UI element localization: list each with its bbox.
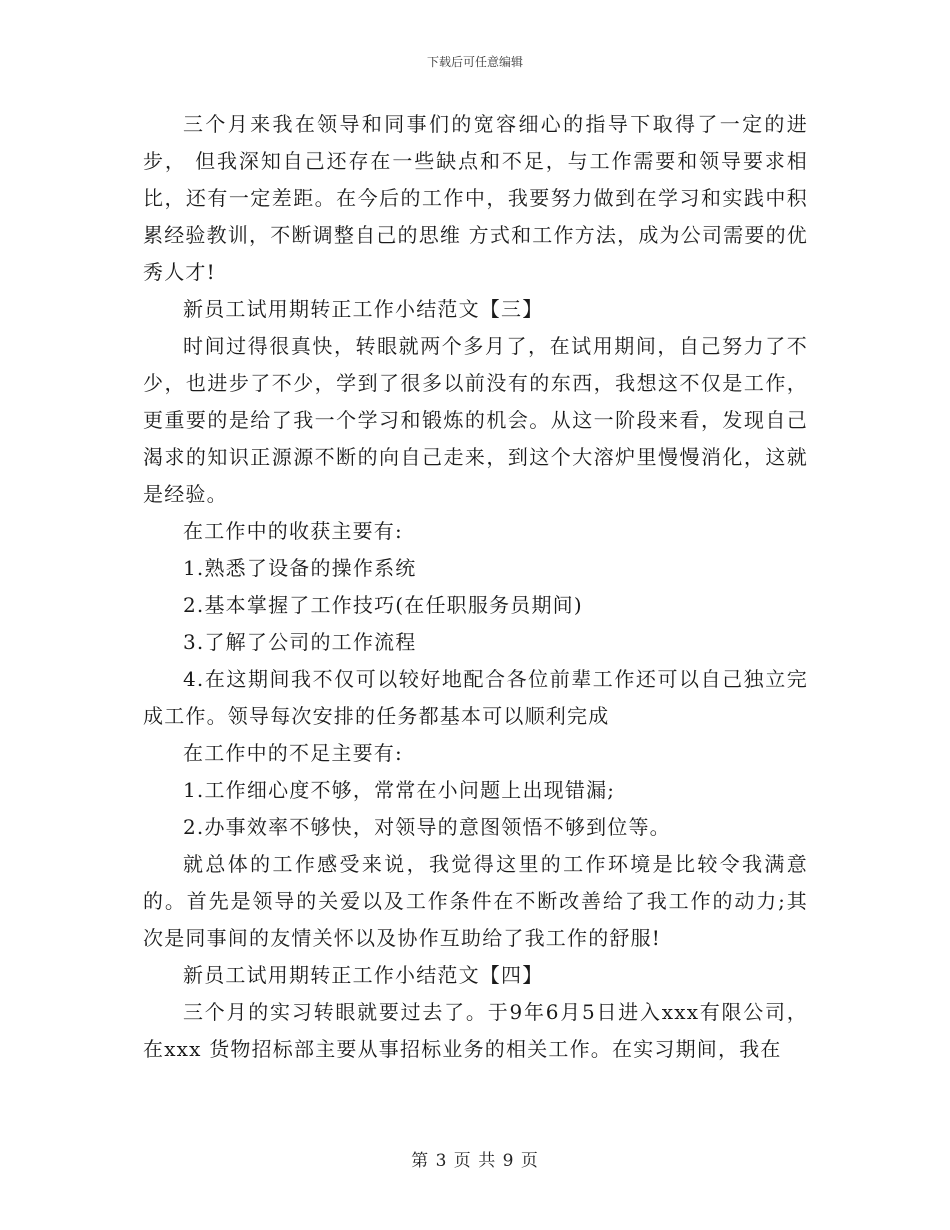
paragraph: 时间过得很真快，转眼就两个多月了，在试用期间，自己努力了不少，也进步了不少，学到了很多以前没有的东西，我想这不仅是工作，更重要的是给了我一个学习和锻炼的机会。从这一阶段来看，发现自己渴求的知识正源源不断的向自己走来，到这个大溶炉里慢慢消化，这就是经验。 (143, 334, 808, 506)
page-number: 第 3 页 共 9 页 (411, 1151, 539, 1171)
paragraph: 在工作中的收获主要有: (183, 519, 403, 543)
list-item: 4.在这期间我不仅可以较好地配合各位前辈工作还可以自己独立完成工作。领导每次安排的任务都基本可以顺利完成 (143, 667, 808, 728)
list-item: 1.工作细心度不够，常常在小问题上出现错漏; (183, 778, 616, 802)
paragraph: 就总体的工作感受来说，我觉得这里的工作环境是比较令我满意的。首先是领导的关爱以及工作条件在不断改善给了我工作的动力;其次是同事间的友情关怀以及协作互助给了我工作的舒服! (143, 852, 808, 950)
list-item: 2.办事效率不够快，对领导的意图领悟不够到位等。 (183, 815, 671, 839)
page-header-note: 下载后可任意编辑 (426, 55, 523, 69)
paragraph: 在工作中的不足主要有: (183, 741, 403, 765)
section-heading: 新员工试用期转正工作小结范文【三】 (183, 297, 544, 321)
list-item: 3.了解了公司的工作流程 (183, 630, 417, 654)
document-body (143, 106, 808, 1068)
paragraph: 三个月的实习转眼就要过去了。于9年6月5日进入xxx有限公司，在xxx 货物招标部主要从事招标业务的相关工作。在实习期间，我在 (143, 1000, 808, 1061)
list-item: 2.基本掌握了工作技巧(在任职服务员期间) (183, 593, 583, 617)
list-item: 1.熟悉了设备的操作系统 (183, 556, 417, 580)
section-heading: 新员工试用期转正工作小结范文【四】 (183, 963, 544, 987)
paragraph: 三个月来我在领导和同事们的宽容细心的指导下取得了一定的进步， 但我深知自己还存在一些缺点和不足，与工作需要和领导要求相比，还有一定差距。在今后的工作中，我要努力做到在学习和实践中积累经验教训，不断调整自己的思维 方式和工作方法，成为公司需要的优秀人才! (143, 112, 808, 284)
